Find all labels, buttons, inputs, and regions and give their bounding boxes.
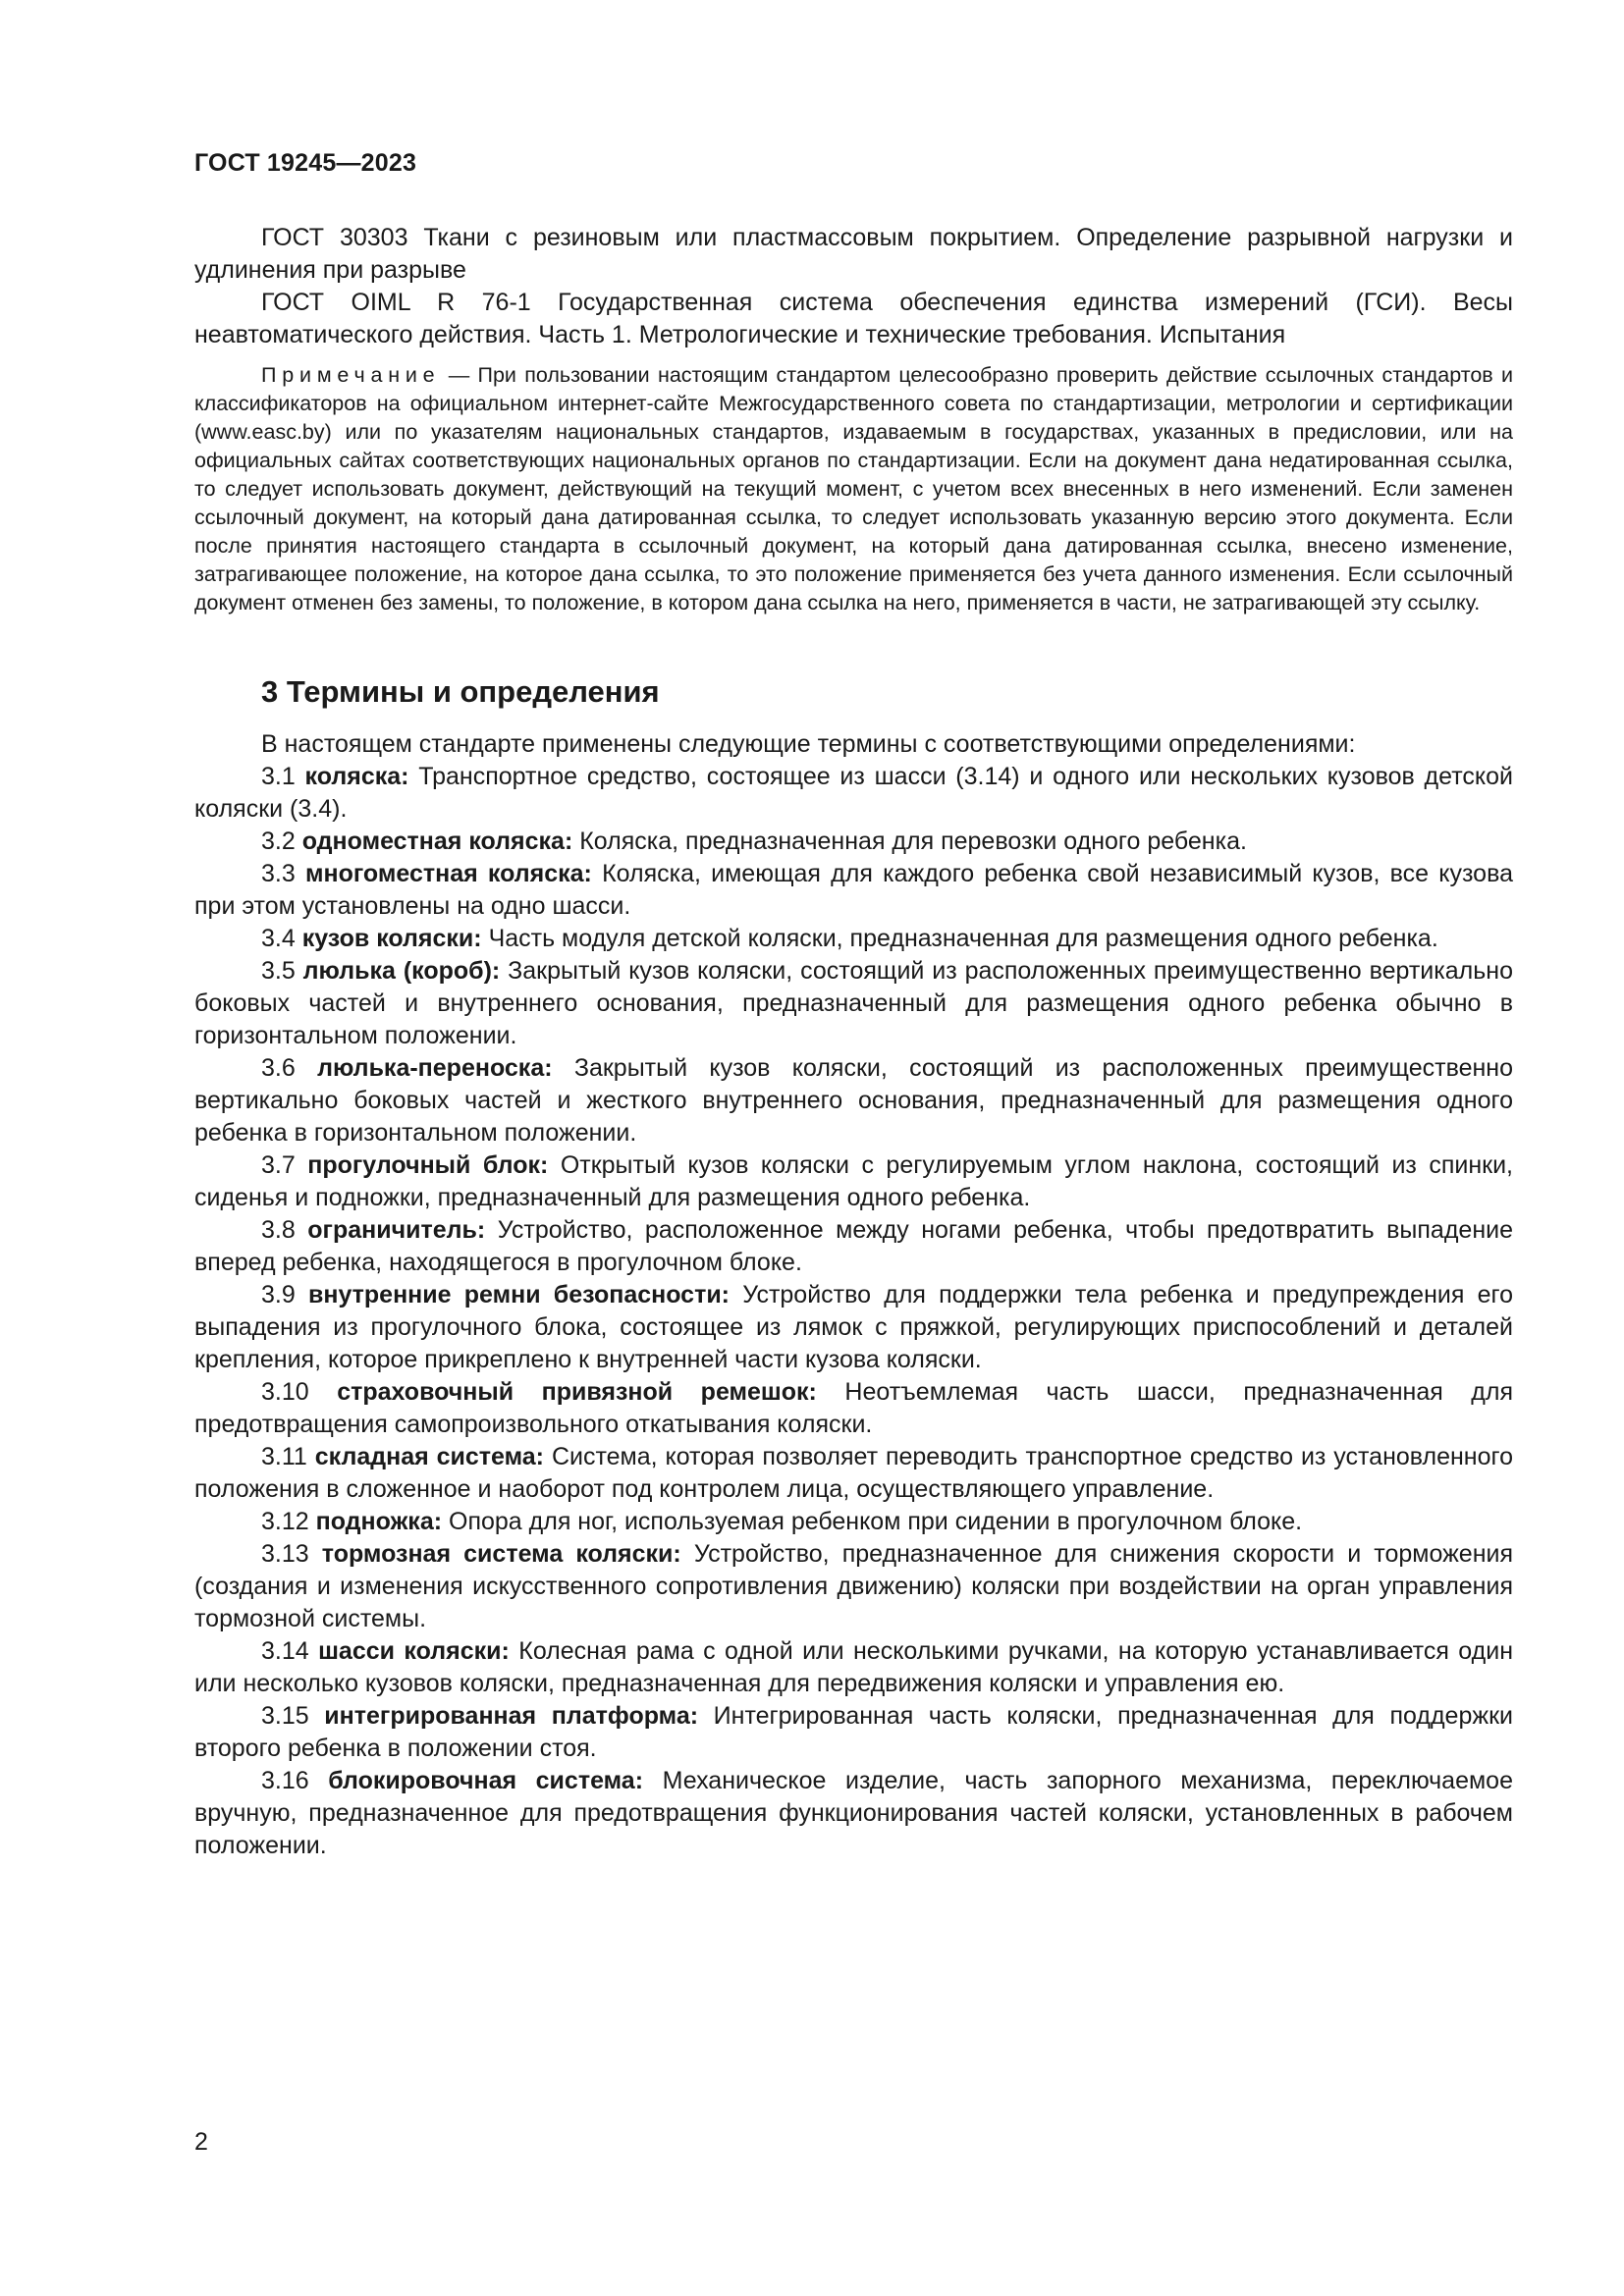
term-entry <box>194 1441 1513 1506</box>
term-name: одноместная коляска: <box>301 828 573 855</box>
term-name: страховочный привязной ремешок: <box>337 1378 817 1406</box>
term-name: люлька-переноска: <box>317 1054 553 1082</box>
term-name: люлька (короб): <box>302 957 501 985</box>
term-name: прогулочный блок: <box>307 1151 549 1179</box>
term-name: блокировочная система: <box>328 1767 644 1794</box>
term-entry <box>194 1214 1513 1279</box>
term-number: 3.12 <box>261 1508 309 1535</box>
term-entry <box>194 923 1513 955</box>
section-intro: В настоящем стандарте применены следующие термины с соответствующими определениями: <box>261 730 1356 758</box>
term-definition: Транспортное средство, состоящее из шасси (3.14) и одного или нескольких кузовов детской коляски (3.4). <box>194 763 1513 823</box>
term-name: интегрированная платформа: <box>324 1702 699 1730</box>
term-number: 3.6 <box>261 1054 296 1082</box>
term-definition: Закрытый кузов коляски, состоящий из расположенных преимущественно вертикально боковых частей и жесткого внутреннего основания, предназначенный для размещения одного ребенка в горизонтальном положении. <box>194 1054 1513 1147</box>
term-entry <box>194 858 1513 923</box>
term-name: внутренние ремни безопасности: <box>307 1281 731 1308</box>
term-entry <box>194 1635 1513 1700</box>
term-name: кузов коляски: <box>301 925 482 952</box>
term-number: 3.10 <box>261 1378 309 1406</box>
note-paragraph <box>194 361 1513 617</box>
term-definition: Открытый кузов коляски с регулируемым углом наклона, состоящий из спинки, сиденья и подножки, предназначенный для размещения одного ребенка. <box>194 1151 1513 1211</box>
term-name: шасси коляски: <box>318 1637 510 1665</box>
term-definition: Опора для ног, используемая ребенком при сидении в прогулочном блоке. <box>449 1508 1303 1535</box>
term-entry <box>194 1538 1513 1635</box>
term-number: 3.2 <box>261 828 296 855</box>
term-definition: Устройство, предназначенное для снижения скорости и торможения (создания и изменения искусственного сопротивления движению) коляски при воздействии на орган управления тормозной системы. <box>194 1540 1514 1632</box>
document-header: ГОСТ 19245—2023 <box>194 149 417 177</box>
note-label: Примечание <box>261 363 441 387</box>
term-definition: Часть модуля детской коляски, предназначенная для размещения одного ребенка. <box>488 925 1438 952</box>
term-entry <box>194 1506 1513 1538</box>
term-number: 3.14 <box>261 1637 309 1665</box>
reference-item: ГОСТ 30303 Ткани с резиновым или пластмассовым покрытием. Определение разрывной нагрузки и удлинения при разрыве <box>194 224 1513 284</box>
term-number: 3.7 <box>261 1151 296 1179</box>
term-number: 3.4 <box>261 925 296 952</box>
term-number: 3.5 <box>261 957 296 985</box>
term-definition: Устройство для поддержки тела ребенка и предупреждения его выпадения из прогулочного блока, состоящее из лямок с пряжкой, регулирующих приспособлений и деталей крепления, которое прикреплено к внутренней части кузова коляски. <box>194 1281 1513 1373</box>
term-number: 3.3 <box>261 860 296 887</box>
term-number: 3.16 <box>261 1767 309 1794</box>
term-entry <box>194 761 1513 826</box>
term-entry <box>194 1279 1513 1376</box>
term-entry <box>194 826 1513 858</box>
reference-item: ГОСТ OIML R 76-1 Государственная система обеспечения единства измерений (ГСИ). Весы неавтоматического действия. Часть 1. Метрологические и технические требования. Испытания <box>194 289 1513 348</box>
term-definition: Механическое изделие, часть запорного механизма, переключаемое вручную, предназначенное для предотвращения функционирования частей коляски, установленных в рабочем положении. <box>194 1767 1513 1859</box>
term-number: 3.15 <box>261 1702 309 1730</box>
page-content <box>194 222 1513 1862</box>
term-name: коляска: <box>304 763 409 790</box>
term-name: складная система: <box>314 1443 545 1470</box>
term-entry <box>194 1052 1513 1149</box>
term-definition: Закрытый кузов коляски, состоящий из расположенных преимущественно вертикально боковых частей и внутреннего основания, предназначенный для размещения одного ребенка обычно в горизонтальном положении. <box>194 957 1513 1049</box>
term-number: 3.13 <box>261 1540 309 1568</box>
term-entry <box>194 1700 1513 1765</box>
term-definition: Коляска, предназначенная для перевозки одного ребенка. <box>579 828 1247 855</box>
term-number: 3.1 <box>261 763 296 790</box>
term-number: 3.8 <box>261 1216 296 1244</box>
term-definition: Неотъемлемая часть шасси, предназначенная для предотвращения самопроизвольного откатывания коляски. <box>194 1378 1513 1438</box>
term-definition: Система, которая позволяет переводить транспортное средство из установленного положения в сложенное и наоборот под контролем лица, осуществляющего управление. <box>194 1443 1513 1503</box>
term-definition: Колесная рама с одной или несколькими ручками, на которую устанавливается один или несколько кузовов коляски, предназначенная для передвижения коляски и управления ею. <box>194 1637 1514 1697</box>
term-definition: Коляска, имеющая для каждого ребенка свой независимый кузов, все кузова при этом установлены на одно шасси. <box>194 860 1513 920</box>
term-name: тормозная система коляски: <box>321 1540 681 1568</box>
term-definition: Устройство, расположенное между ногами ребенка, чтобы предотвратить выпадение вперед ребенка, находящегося в прогулочном блоке. <box>194 1216 1514 1276</box>
term-entry <box>194 955 1513 1052</box>
note-block <box>194 361 1513 617</box>
term-number: 3.9 <box>261 1281 296 1308</box>
term-name: подножка: <box>315 1508 443 1535</box>
note-text: — При пользовании настоящим стандартом целесообразно проверить действие ссылочных стандартов и классификаторов на официальном интернет-сайте Межгосударственного совета по стандартизации, метрологии и сертификации (www.easc.by) или по указателям национальных стандартов, издаваемым в государствах, указанных в предисловии, или на официальных сайтах соответствующих национальных органов по стандартизации. Если на документ дана недатированная ссылка, то следует использовать документ, действующий на текущий момент, с учетом всех внесенных в него изменений. Если заменен ссылочный документ, на который дана датированная ссылка, то следует использовать указанную версию этого документа. Если после принятия настоящего стандарта в ссылочный документ, на который дана датированная ссылка, внесено изменение, затрагивающее положение, на которое дана ссылка, то это положение применяется без учета данного изменения. Если ссылочный документ отменен без замены, то положение, в котором дана ссылка на него, применяется в части, не затрагивающей эту ссылку. <box>194 363 1513 614</box>
term-name: многоместная коляска: <box>304 860 592 887</box>
page-number: 2 <box>194 2128 208 2156</box>
term-name: ограничитель: <box>307 1216 486 1244</box>
term-entry <box>194 1149 1513 1214</box>
term-number: 3.11 <box>261 1443 307 1470</box>
term-entry <box>194 1765 1513 1862</box>
term-entry <box>194 1376 1513 1441</box>
section-title: 3 Термины и определения <box>261 674 660 709</box>
term-definition: Интегрированная часть коляски, предназначенная для поддержки второго ребенка в положении стоя. <box>194 1702 1513 1762</box>
